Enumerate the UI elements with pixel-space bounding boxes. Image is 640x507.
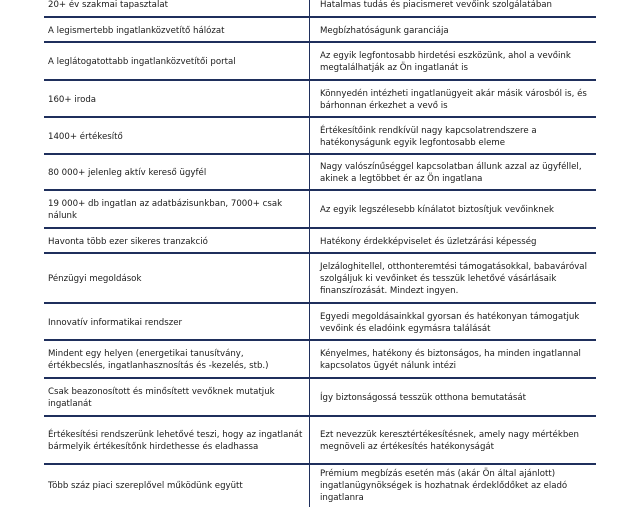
row-value bbox=[320, 229, 600, 254]
value-text: Az egyik legszélesebb kínálatot biztosítjuk vevőinknek bbox=[320, 205, 554, 215]
value-text: Így biztonságossá tesszük otthona bemutatását bbox=[320, 393, 527, 403]
value-text: Ezt nevezzük keresztértékesítésnek, amely nagy mértékben megnöveli az értékesítés hatékonyságát bbox=[320, 430, 580, 452]
column-divider bbox=[309, 254, 310, 304]
table-row bbox=[0, 81, 640, 118]
table-row bbox=[0, 43, 640, 81]
value-text: Értékesítőink rendkívül nagy kapcsolatrendszere a hatékonyságunk egyik legfontosabb eleme bbox=[320, 125, 537, 148]
benefit-text: A leglátogatottabb ingatlanközvetítői portal bbox=[48, 57, 236, 67]
benefit-text: Innovatív informatikai rendszer bbox=[48, 317, 183, 328]
row-value bbox=[320, 465, 600, 507]
row-value bbox=[320, 304, 600, 341]
row-benefit bbox=[48, 191, 303, 229]
table-row bbox=[0, 304, 640, 341]
row-value bbox=[320, 379, 600, 417]
benefit-text: A legismertebb ingatlanközvetítő hálózat bbox=[48, 25, 225, 36]
table-row bbox=[0, 417, 640, 465]
table-row bbox=[0, 254, 640, 304]
row-benefit bbox=[48, 417, 303, 465]
row-value bbox=[320, 0, 600, 18]
value-text: Prémium megbízás esetén más (akár Ön által ajánlott) ingatlanügynökségek is hozhatnak érdeklődőket az eladó ingatlanra bbox=[320, 469, 568, 503]
column-divider bbox=[309, 43, 310, 81]
benefit-text: 80 000+ jelenleg aktív kereső ügyfél bbox=[48, 168, 207, 178]
column-divider bbox=[309, 229, 310, 254]
table-row bbox=[0, 465, 640, 507]
column-divider bbox=[309, 0, 310, 18]
row-value bbox=[320, 155, 600, 191]
benefit-text: Értékesítési rendszerünk lehetővé teszi, hogy az ingatlanát bármelyik értékesítőnk hirdethesse és eladhassa bbox=[48, 430, 303, 452]
column-divider bbox=[309, 118, 310, 155]
benefit-text: 20+ év szakmai tapasztalat bbox=[48, 0, 168, 10]
table-row bbox=[0, 18, 640, 43]
value-text: Kényelmes, hatékony és biztonságos, ha minden ingatlannal kapcsolatos ügyét nálunk intézi bbox=[320, 349, 581, 371]
row-value bbox=[320, 341, 600, 379]
value-text: Hatékony érdekképviselet és üzletzárási képesség bbox=[320, 236, 537, 247]
benefit-text: 19 000+ db ingatlan az adatbázisunkban, 7000+ csak nálunk bbox=[48, 199, 283, 221]
value-text: Egyedi megoldásainkkal gyorsan és hatékonyan támogatjuk vevőink és eladóink egymásra találását bbox=[320, 311, 580, 334]
row-benefit bbox=[48, 18, 303, 43]
value-text: Hatalmas tudás és piacismeret vevőink szolgálatában bbox=[320, 0, 553, 10]
benefit-text: Több száz piaci szereplővel működünk együtt bbox=[48, 481, 243, 491]
row-value bbox=[320, 254, 600, 304]
row-benefit bbox=[48, 341, 303, 379]
column-divider bbox=[309, 465, 310, 507]
column-divider bbox=[309, 304, 310, 341]
value-text: Megbízhatóságunk garanciája bbox=[320, 25, 449, 36]
column-divider bbox=[309, 191, 310, 229]
column-divider bbox=[309, 155, 310, 191]
table-row bbox=[0, 155, 640, 191]
column-divider bbox=[309, 18, 310, 43]
table-row bbox=[0, 341, 640, 379]
column-divider bbox=[309, 81, 310, 118]
row-benefit bbox=[48, 118, 303, 155]
row-value bbox=[320, 417, 600, 465]
row-value bbox=[320, 81, 600, 118]
row-benefit bbox=[48, 254, 303, 304]
row-benefit bbox=[48, 43, 303, 81]
row-value bbox=[320, 18, 600, 43]
row-value bbox=[320, 43, 600, 81]
value-text: Könnyedén intézheti ingatlanügyeit akár másik városból is, és bárhonnan érkezhet a vevő is bbox=[320, 88, 587, 111]
table-row bbox=[0, 191, 640, 229]
value-text: Nagy valószínűséggel kapcsolatban állunk azzal az ügyféllel, akinek a legtöbbet ér az Ön ingatlana bbox=[320, 162, 582, 184]
row-value bbox=[320, 118, 600, 155]
row-value bbox=[320, 191, 600, 229]
row-benefit bbox=[48, 0, 303, 18]
row-benefit bbox=[48, 229, 303, 254]
row-benefit bbox=[48, 81, 303, 118]
table-row bbox=[0, 118, 640, 155]
table-row bbox=[0, 0, 640, 18]
table-row bbox=[0, 229, 640, 254]
column-divider bbox=[309, 417, 310, 465]
row-benefit bbox=[48, 155, 303, 191]
value-text: Jelzáloghitellel, otthonteremtési támogatásokkal, babaváróval szolgáljuk ki vevőinket és tesszük lehetővé vásárlásaik finanszírozását. Mindezt ingyen. bbox=[320, 262, 587, 296]
value-text: Az egyik legfontosabb hirdetési eszközünk, ahol a vevőink megtalálhatják az Ön ingatlanát is bbox=[320, 51, 571, 73]
benefit-text: 160+ iroda bbox=[48, 94, 97, 105]
benefit-text: Pénzügyi megoldások bbox=[48, 274, 142, 284]
column-divider bbox=[309, 379, 310, 417]
benefit-text: Csak beazonosított és minősített vevőknek mutatjuk ingatlanát bbox=[48, 387, 275, 409]
row-benefit bbox=[48, 379, 303, 417]
row-benefit bbox=[48, 465, 303, 507]
row-benefit bbox=[48, 304, 303, 341]
table-row bbox=[0, 379, 640, 417]
benefit-text: Mindent egy helyen (energetikai tanusítvány, értékbecslés, ingatlanhasznosítás és -kezelés, stb.) bbox=[48, 349, 269, 371]
column-divider bbox=[309, 341, 310, 379]
benefit-text: 1400+ értékesítő bbox=[48, 131, 123, 142]
benefit-text: Havonta több ezer sikeres tranzakció bbox=[48, 236, 208, 247]
